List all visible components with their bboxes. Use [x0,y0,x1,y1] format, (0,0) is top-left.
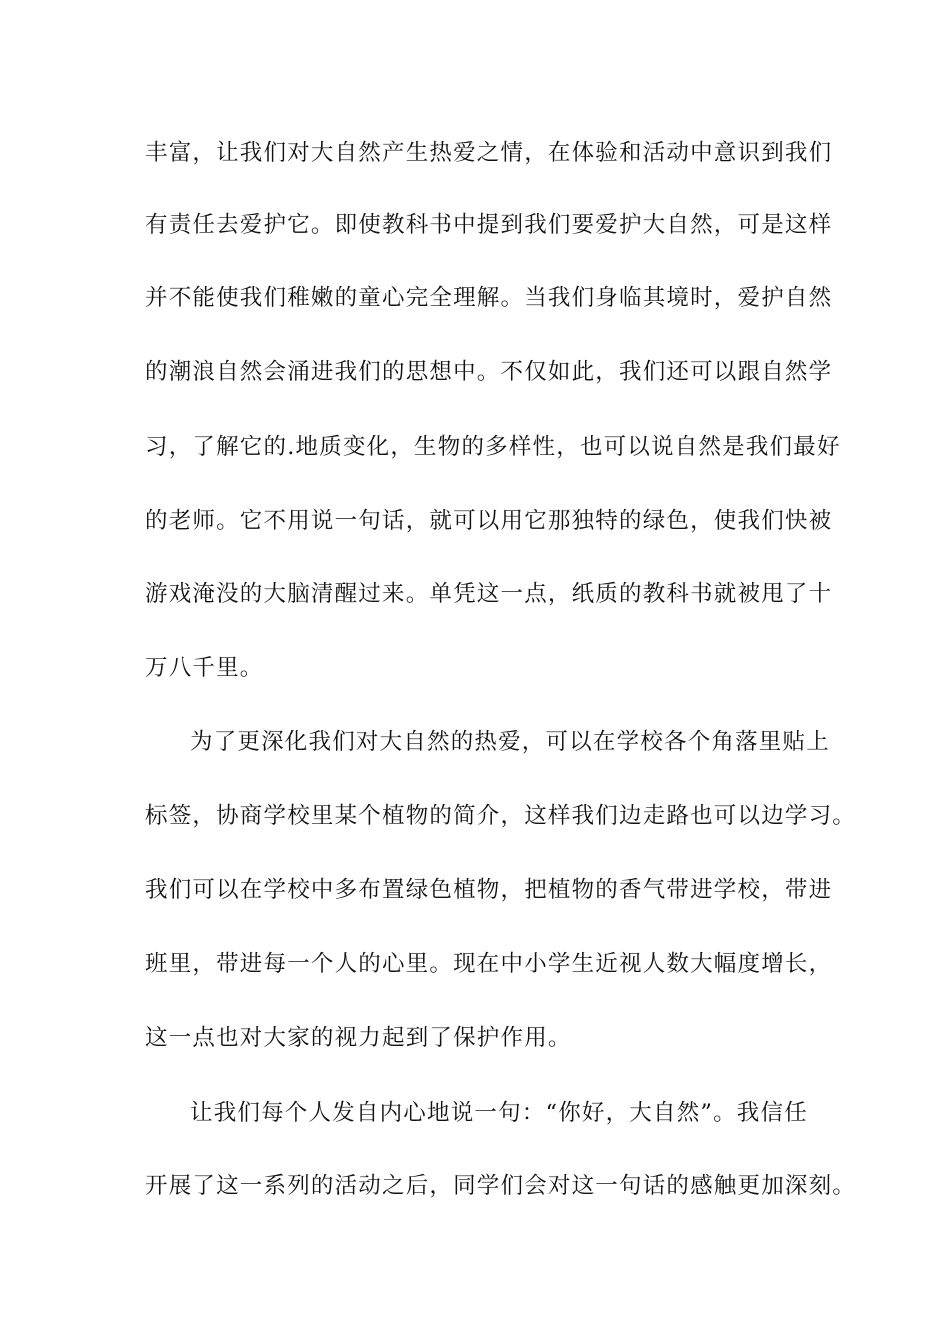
paragraph-line: 让我们每个人发自内心地说一句：“你好，大自然”。我信任 [190,1100,808,1126]
paragraph-line: 丰富，让我们对大自然产生热爱之情，在体验和活动中意识到我们 [145,140,833,166]
paragraph-line: 开展了这一系列的活动之后，同学们会对这一句话的感触更加深刻。 [145,1173,857,1199]
paragraph-line: 我们可以在学校中多布置绿色植物，把植物的香气带进学校，带进 [145,877,833,903]
paragraph-line: 这一点也对大家的视力起到了保护作用。 [145,1025,572,1051]
paragraph-line: 标签，协商学校里某个植物的简介，这样我们边走路也可以边学习。 [145,803,857,829]
paragraph-line: 万八千里。 [145,655,264,681]
paragraph-line: 的老师。它不用说一句话，就可以用它那独特的绿色，使我们快被 [145,508,833,534]
paragraph-line: 习，了解它的.地质变化，生物的多样性，也可以说自然是我们最好 [145,434,841,460]
paragraph-line: 班里，带进每一个人的心里。现在中小学生近视人数大幅度增长， [145,951,833,977]
paragraph-line: 的潮浪自然会涌进我们的思想中。不仅如此，我们还可以跟自然学 [145,359,833,385]
paragraph-line: 有责任去爱护它。即使教科书中提到我们要爱护大自然，可是这样 [145,212,833,238]
paragraph-line: 游戏淹没的大脑清醒过来。单凭这一点，纸质的教科书就被甩了十 [145,581,833,607]
paragraph-line: 并不能使我们稚嫩的童心完全理解。当我们身临其境时，爱护自然 [145,285,833,311]
paragraph-line: 为了更深化我们对大自然的热爱，可以在学校各个角落里贴上 [190,729,830,755]
